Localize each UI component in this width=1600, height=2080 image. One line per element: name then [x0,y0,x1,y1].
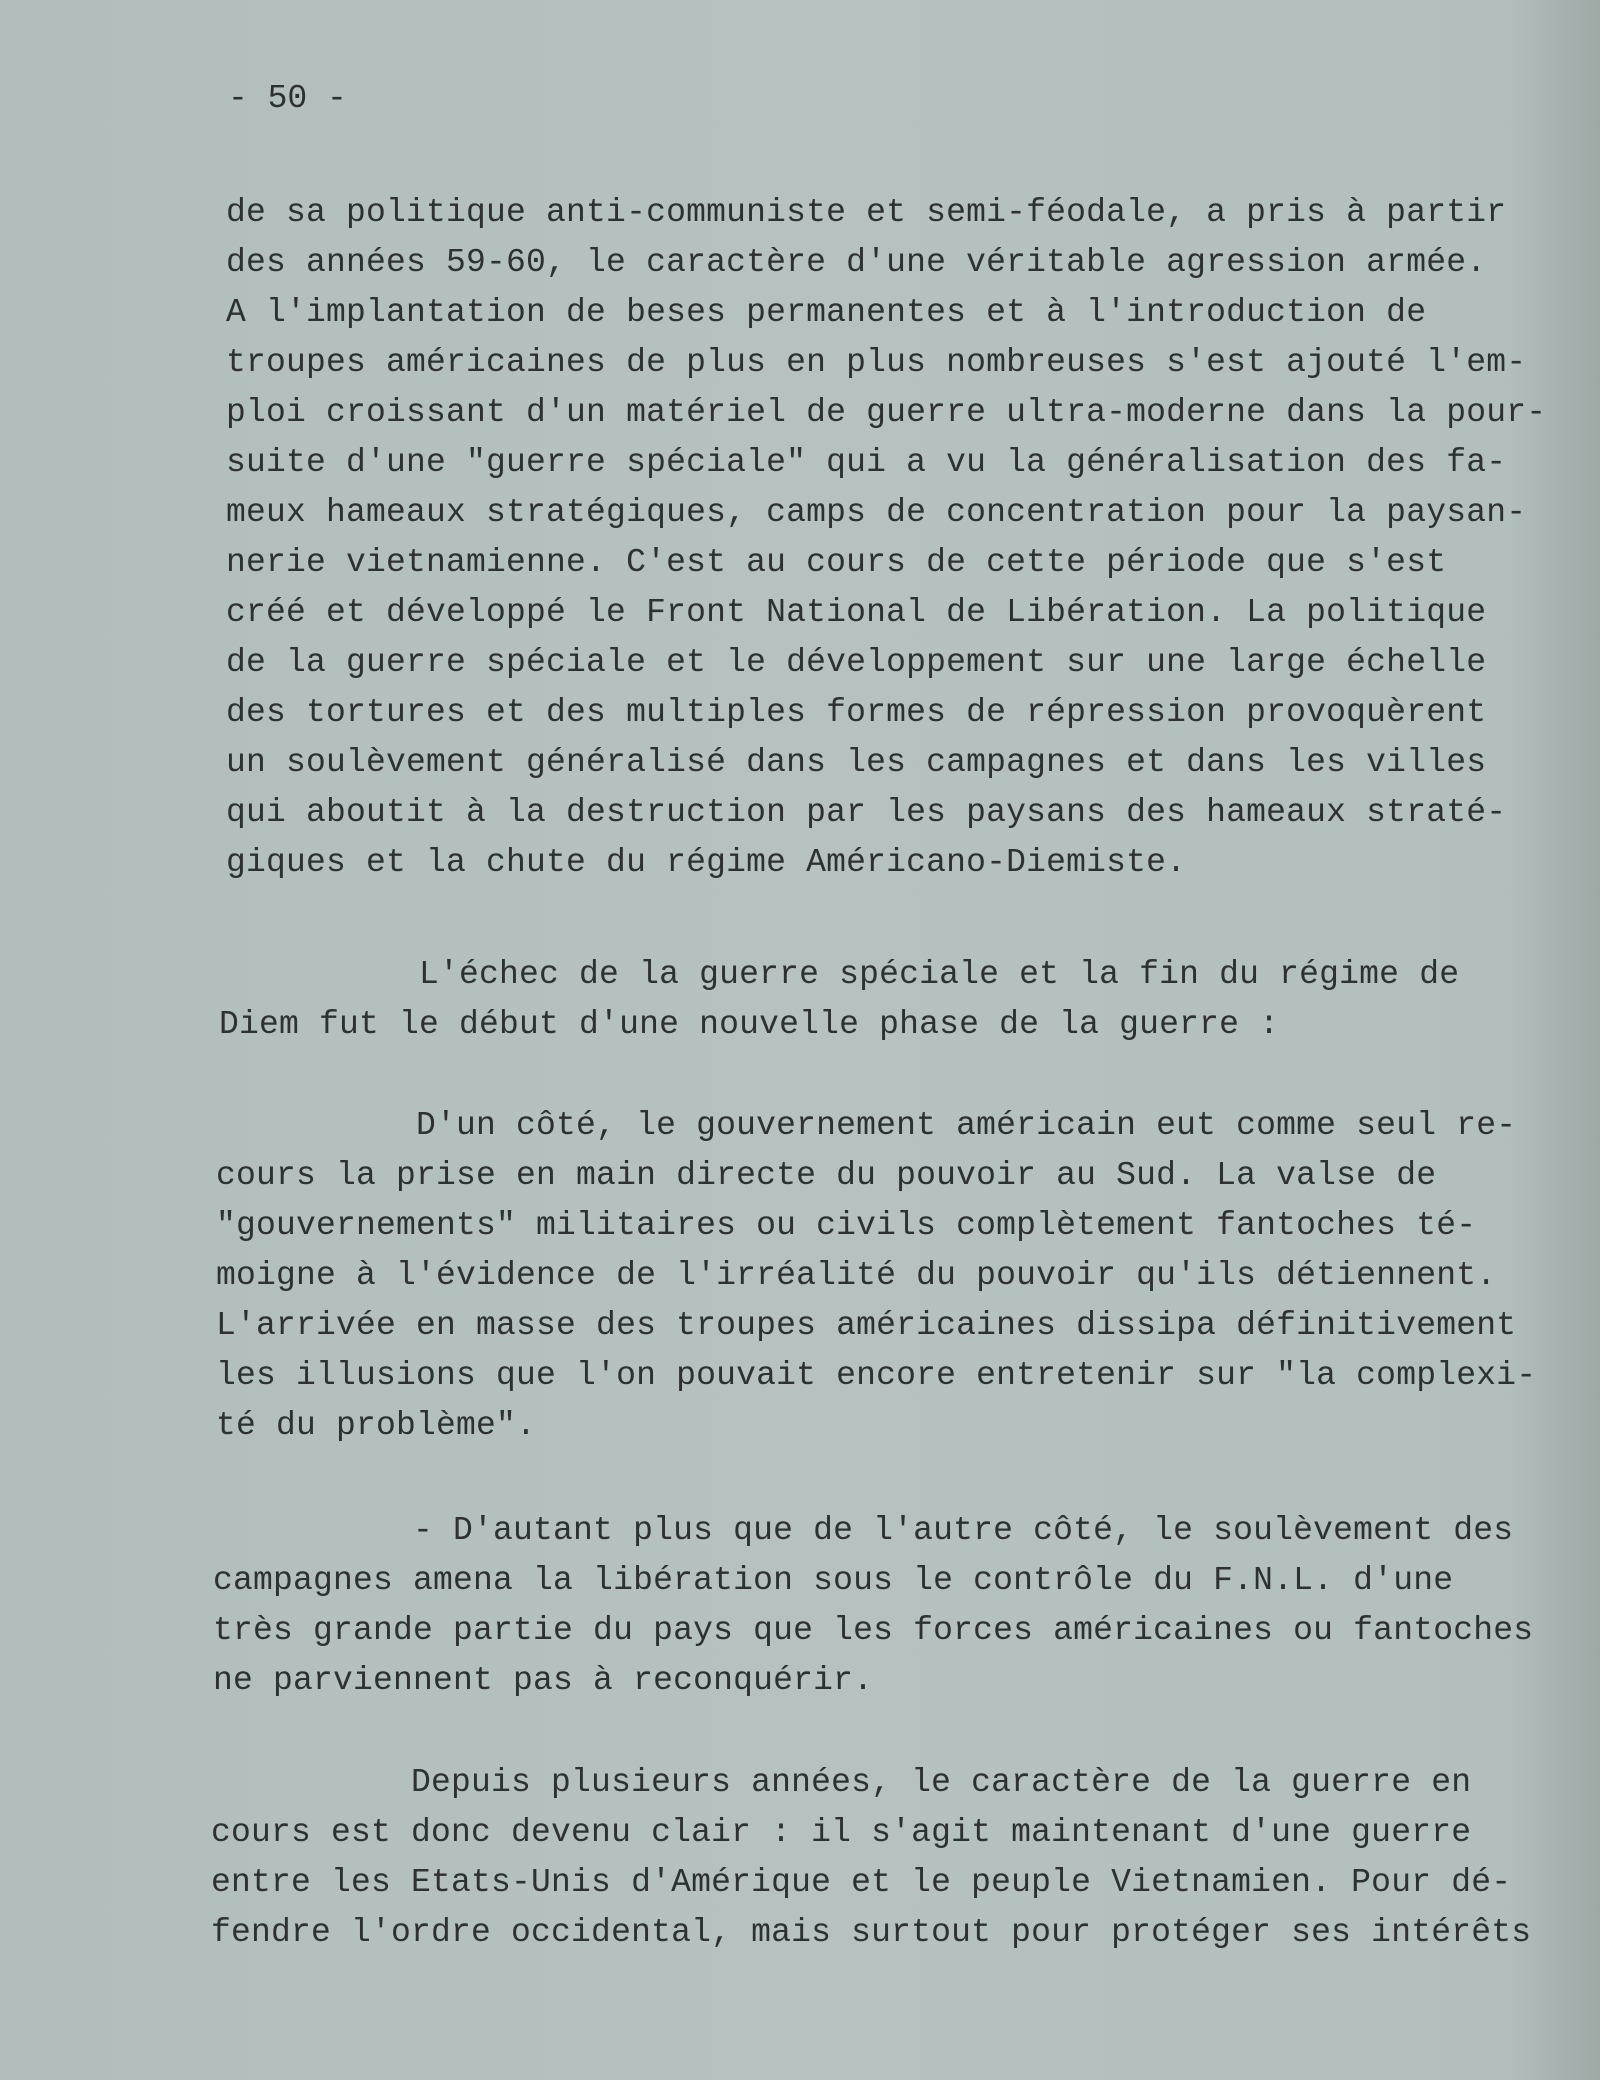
text-line: qui aboutit à la destruction par les paysans des hameaux straté- [226,794,1507,831]
text-line: A l'implantation de beses permanentes et à l'introduction de [226,294,1427,331]
text-line: de la guerre spéciale et le développement sur une large échelle [226,644,1487,681]
text-line: suite d'une "guerre spéciale" qui a vu la généralisation des fa- [226,444,1507,481]
text-line: Depuis plusieurs années, le caractère de la guerre en [211,1764,1472,1801]
text-line: très grande partie du pays que les forces américaines ou fantoches [213,1612,1534,1649]
text-line: té du problème". [216,1407,537,1444]
text-line: fendre l'ordre occidental, mais surtout pour protéger ses intérêts [211,1914,1532,1951]
text-line: entre les Etats-Unis d'Amérique et le peuple Vietnamien. Pour dé- [211,1864,1512,1901]
text-line: meux hameaux stratégiques, camps de concentration pour la paysan- [226,494,1527,531]
paragraph-2 [219,950,1459,1050]
text-line: cours est donc devenu clair : il s'agit maintenant d'une guerre [211,1814,1472,1851]
text-line: un soulèvement généralisé dans les campagnes et dans les villes [226,744,1487,781]
text-line: de sa politique anti-communiste et semi-féodale, a pris à partir [226,194,1507,231]
text-line: des tortures et des multiples formes de répression provoquèrent [226,694,1487,731]
text-line: troupes américaines de plus en plus nombreuses s'est ajouté l'em- [226,344,1527,381]
text-line: ploi croissant d'un matériel de guerre ultra-moderne dans la pour- [226,394,1547,431]
text-line: cours la prise en main directe du pouvoir au Sud. La valse de [216,1157,1437,1194]
text-line: nerie vietnamienne. C'est au cours de cette période que s'est [226,544,1447,581]
paragraph-3 [216,1101,1536,1451]
text-line: campagnes amena la libération sous le contrôle du F.N.L. d'une [213,1562,1454,1599]
text-line: les illusions que l'on pouvait encore entretenir sur "la complexi- [216,1357,1537,1394]
text-line: créé et développé le Front National de Libération. La politique [226,594,1487,631]
text-line: Diem fut le début d'une nouvelle phase de la guerre : [219,1006,1280,1043]
paragraph-1 [226,188,1546,888]
text-line: - D'autant plus que de l'autre côté, le soulèvement des [213,1512,1514,1549]
text-line: ne parviennent pas à reconquérir. [213,1662,874,1699]
paragraph-4 [213,1506,1533,1706]
text-line: des années 59-60, le caractère d'une véritable agression armée. [226,244,1487,281]
text-line: L'échec de la guerre spéciale et la fin du régime de [219,956,1460,993]
text-line: moigne à l'évidence de l'irréalité du pouvoir qu'ils détiennent. [216,1257,1497,1294]
text-line: giques et la chute du régime Américano-Diemiste. [226,844,1187,881]
text-line: D'un côté, le gouvernement américain eut comme seul re- [216,1107,1517,1144]
text-line: "gouvernements" militaires ou civils complètement fantoches té- [216,1207,1477,1244]
paragraph-5 [211,1758,1531,1958]
text-line: L'arrivée en masse des troupes américaines dissipa définitivement [216,1307,1517,1344]
page-number: - 50 - [228,80,347,117]
